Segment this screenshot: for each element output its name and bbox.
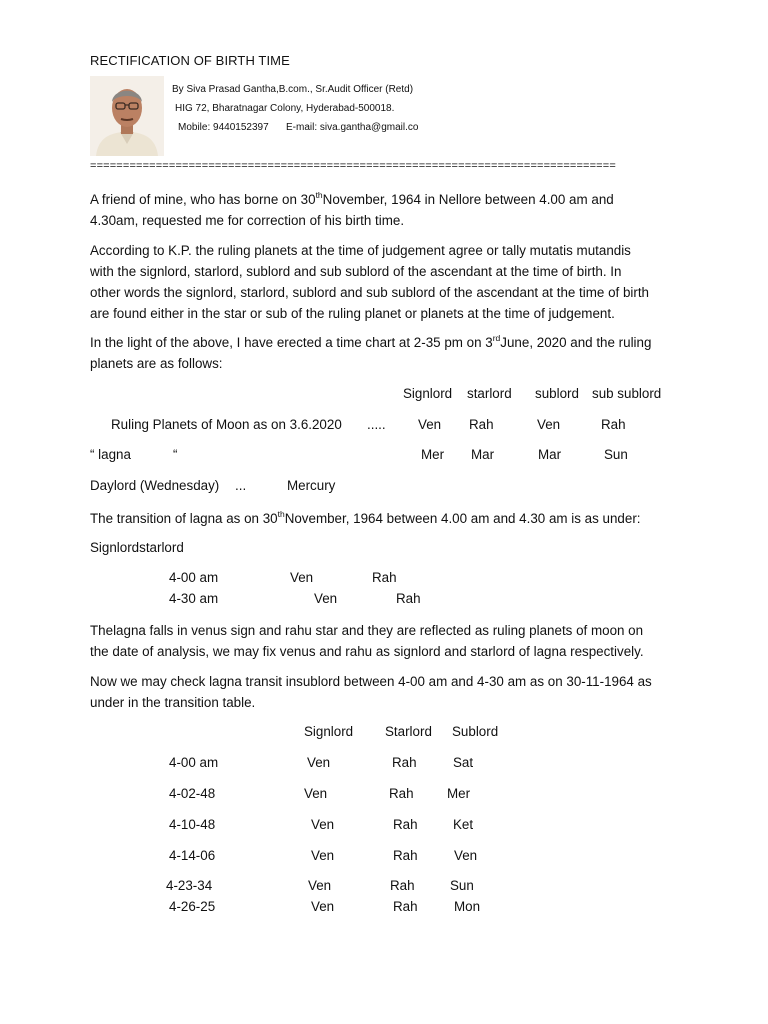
intro-text-line2: 4.30am, requested me for correction of his birth time.	[90, 213, 405, 228]
lagna-signlord: Mer	[421, 447, 445, 462]
document-title: RECTIFICATION OF BIRTH TIME	[90, 53, 290, 68]
sub-row-sign: Ven	[307, 755, 331, 770]
time-chart-paragraph	[90, 332, 690, 374]
transition-sign: Ven	[314, 591, 338, 606]
lagna-line: Thelagna falls in venus sign and rahu star and they are reflected as ruling planets of moon on	[90, 623, 644, 638]
signlord-starlord-heading: Signlordstarlord	[90, 540, 184, 555]
sub-row-sign: Ven	[311, 817, 335, 832]
sub-row-time: 4-10-48	[169, 817, 216, 832]
transition-sign: Ven	[290, 570, 314, 585]
kp-line: According to K.P. the ruling planets at the time of judgement agree or tally mutatis mutandis	[90, 243, 631, 258]
check-line: Now we may check lagna transit insublord between 4-00 am and 4-30 am as on 30-11-1964 as	[90, 674, 652, 689]
moon-sublord: Ven	[537, 417, 561, 432]
sub-row-sub: Sun	[450, 878, 474, 893]
time-chart-text-line2: planets are as follows:	[90, 356, 223, 371]
sub-row-time: 4-23-34	[166, 878, 213, 893]
lagna-line: the date of analysis, we may fix venus and rahu as signlord and starlord of lagna respectively.	[90, 644, 644, 659]
daylord-value: Mercury	[287, 478, 336, 493]
check-line: under in the transition table.	[90, 695, 256, 710]
kp-line: are found either in the star or sub of the ruling planet or planets at the time of judgement.	[90, 306, 615, 321]
sub-row-star: Rah	[390, 878, 415, 893]
time-chart-text-a: In the light of the above, I have erected a time chart at 2-35 pm on 3	[90, 335, 493, 350]
daylord-label: Daylord (Wednesday)	[90, 478, 220, 493]
author-address: HIG 72, Bharatnagar Colony, Hyderabad-500018.	[175, 103, 395, 114]
intro-text-a: A friend of mine, who has borne on 30	[90, 192, 316, 207]
check-paragraph	[90, 671, 690, 713]
lagna-row-ditto: “	[173, 447, 178, 462]
sub-row-star: Rah	[392, 755, 417, 770]
sub-row-star: Rah	[393, 817, 418, 832]
lagna-sub-sublord: Sun	[604, 447, 628, 462]
lagna-starlord: Mar	[471, 447, 495, 462]
lagna-paragraph	[90, 620, 690, 662]
transition-star: Rah	[396, 591, 421, 606]
transition-time: 4-30 am	[169, 591, 219, 606]
transition-text-a: The transition of lagna as on 30	[90, 511, 278, 526]
transition-superscript: th	[277, 509, 285, 519]
sub-row-sign: Ven	[308, 878, 332, 893]
kp-paragraph	[90, 240, 690, 324]
kp-line: with the signlord, starlord, sublord and sub sublord of the ascendant at the time of birth. In	[90, 264, 622, 279]
sub-row-star: Rah	[393, 899, 418, 914]
lagna-row-label: “ lagna	[90, 447, 131, 462]
transition-star: Rah	[372, 570, 397, 585]
sub-row-sub: Mer	[447, 786, 471, 801]
author-email: E-mail: siva.gantha@gmail.co	[286, 122, 419, 133]
moon-signlord: Ven	[418, 417, 442, 432]
transition-time: 4-00 am	[169, 570, 219, 585]
sub-row-time: 4-26-25	[169, 899, 216, 914]
sub-row-sub: Ven	[454, 848, 478, 863]
moon-row-dots: .....	[367, 417, 386, 432]
sub-row-time: 4-00 am	[169, 755, 219, 770]
moon-row-label: Ruling Planets of Moon as on 3.6.2020	[111, 417, 342, 432]
sub-row-time: 4-14-06	[169, 848, 216, 863]
transition-text-b: November, 1964 between 4.00 am and 4.30 am is as under:	[284, 511, 641, 526]
sub-row-sub: Ket	[453, 817, 474, 832]
sub-header-signlord: Signlord	[304, 724, 354, 739]
moon-starlord: Rah	[469, 417, 494, 432]
intro-paragraph	[90, 189, 690, 231]
header-starlord: starlord	[467, 386, 512, 401]
daylord-dots: ...	[235, 478, 247, 493]
author-photo	[90, 76, 164, 156]
moon-sub-sublord: Rah	[601, 417, 626, 432]
sub-row-star: Rah	[393, 848, 418, 863]
sub-row-sign: Ven	[311, 899, 335, 914]
header-sublord: sublord	[535, 386, 579, 401]
author-mobile: Mobile: 9440152397	[178, 122, 269, 133]
sub-row-sub: Sat	[453, 755, 474, 770]
sub-row-sign: Ven	[304, 786, 328, 801]
time-chart-text-b: June, 2020 and the ruling	[500, 335, 652, 350]
sub-row-time: 4-02-48	[169, 786, 216, 801]
intro-superscript: th	[315, 190, 323, 200]
sub-row-sign: Ven	[311, 848, 335, 863]
author-byline: By Siva Prasad Gantha,B.com., Sr.Audit Officer (Retd)	[172, 84, 414, 95]
header-sub-sublord: sub sublord	[592, 386, 662, 401]
sub-header-starlord: Starlord	[385, 724, 432, 739]
sub-row-sub: Mon	[454, 899, 481, 914]
kp-line: other words the signlord, starlord, sublord and sub sublord of the ascendant at the time of birth	[90, 285, 650, 300]
lagna-sublord: Mar	[538, 447, 562, 462]
header-signlord: Signlord	[403, 386, 453, 401]
intro-text-b: November, 1964 in Nellore between 4.00 am and	[322, 192, 614, 207]
sub-header-sublord: Sublord	[452, 724, 499, 739]
transition-intro	[90, 508, 690, 529]
time-chart-superscript: rd	[492, 333, 501, 343]
sub-row-star: Rah	[389, 786, 414, 801]
separator-line: ================================================================================	[90, 160, 616, 172]
